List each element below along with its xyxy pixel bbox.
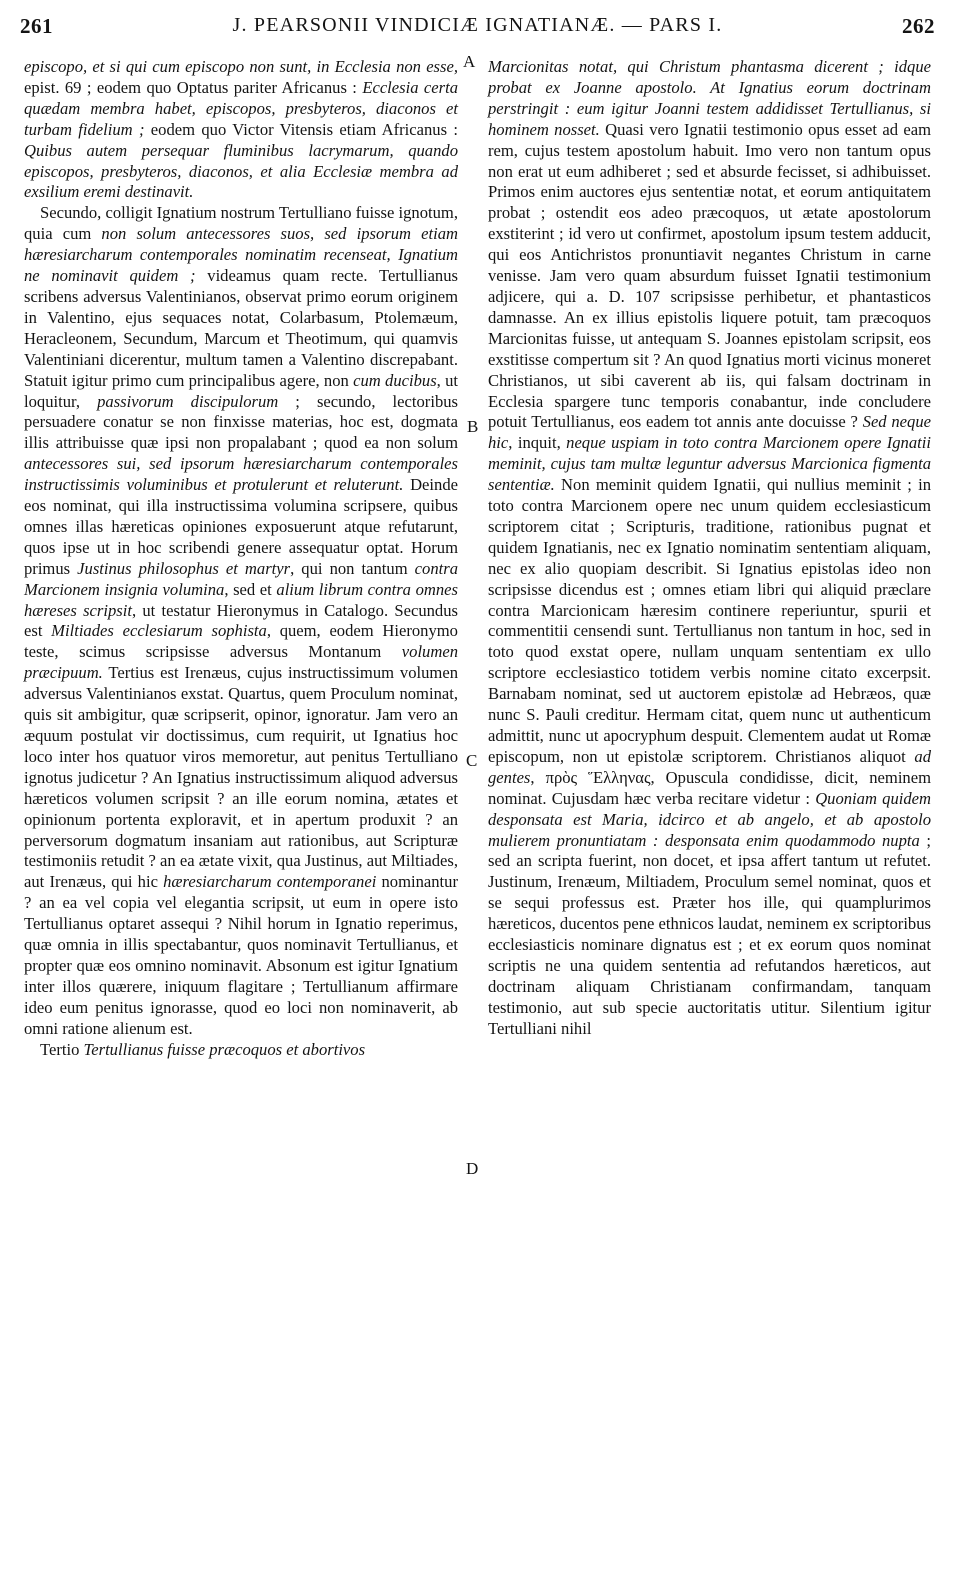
text-run: epist. 69 ; eodem quo Optatus pariter Africanus : <box>24 77 363 97</box>
italic-text: ad gentes <box>488 746 931 787</box>
italic-text: Quoniam quidem desponsata est Maria, idcirco et ab angelo, et ab apostolo mulierem pronuntiatam : desponsata enim quodammodo nupta <box>488 788 932 850</box>
text-run: Secundo, colligit Ignatium nostrum Tertulliano fuisse ignotum, quia cum <box>24 203 458 244</box>
page-number-left: 261 <box>20 14 53 38</box>
italic-text: Sed neque hic <box>488 412 931 453</box>
page-number-right: 262 <box>902 14 935 38</box>
italic-text: hæresiarcharum contemporanei <box>163 872 377 892</box>
margin-letter-a: A <box>463 52 476 71</box>
margin-letter-b: B <box>467 417 479 436</box>
text-run: , sed et <box>224 579 277 599</box>
text-run: nominantur ? an ea vel copia vel elegantia scripsit, ut eum in opere isto Tertullianus optaret assequi ? Nihil horum in Ignatio reperimus, quæ omnia in illis spectabantur, quos nominavit Tertullianus, et propter quæ eos omnino nominavit. Absonum est igitur Ignatium inter illos quærere, iniquum flagitare ; Tertullianum affirmare ideo eum penitus ignorasse, quod eo loci non nominaverit, ab omni ratione alienum est. <box>24 872 458 1038</box>
left-column <box>24 57 458 1061</box>
italic-text: Marcionitas notat, qui Christum phantasma dicerent ; idque probat ex Joanne apostolo. At Ignatius eorum doctrinam perstringit : eum igitur Joanni testem addidisset Tertullianus, si hominem nosset. <box>488 57 931 139</box>
running-title: J. PEARSONII VINDICIÆ IGNATIANÆ. — PARS I. <box>232 14 723 36</box>
text-run: ; sed an scripta fuerint, non docet, et ipsa affert tantum ut refutet. Justinum, Irenæum, Miltiadem, Proculum semel nominat, quos et se sequi professus est. Præter hos ille, qui quamplurimos hæreticos, ducentos pene ethnicos laudat, neminem ex scriptoribus ecclesiasticis nominare dignatus est ; et ex eorum quos nominat scriptis ne una quidem sententia ad refutandos hæreticos, aut doctrinam aliquam Christianam confirmandam, tanquam testimonio, aut sub specie auctoritatis utitur. Silentium igitur Tertulliani nihil <box>488 830 931 1038</box>
italic-text: non solum antecessores suos, sed ipsorum etiam hæresiarcharum contemporales nominatim recenseat, Ignatium ne nominavit quidem ; <box>24 224 458 286</box>
text-run: , ut testatur Hieronymus in Catalogo. Secundus est <box>24 600 458 641</box>
italic-text: contra Marcionem insignia volumina <box>24 558 458 599</box>
text-run: Quasi vero Ignatii testimonio opus esset ad eam rem, cujus testem apostolum habuit. Imo vero non tantum opus non erat ut eum adhiberet ; sed et absurde fecisset, si adhibuisset. Primos enim auctores ejus sententiæ notat, et eorum antiquitatem probat ; ostendit eos adeo præcoquos, ut ætate apostolorum exstiterint ; id vero ut confirmet, apostolum ipsum testem adducit, qui eos Antichristos pronuntiavit negantes Christum in carne venisse. Jam vero quam absurdum fuisset Ignatii testimonium adjicere, qui a. D. 107 scripsisse perhibetur, et phantasticos damnasse. An ex illius epistolis liquere potuit, tam præcoquos Marcionitas fuisse, ut antequam S. Joannes epistolam scripsit, eos exstitisse compertum sit ? An quod Ignatius morti vicinus moneret Christianos, ut sibi caverent ab iis, qui falsam doctrinam in Ecclesia spargere tunc temporis conabantur, inde concludere potuit Tertullianus, eos eadem tot annis ante docuisse ? <box>488 119 931 432</box>
paragraph <box>24 203 458 1039</box>
italic-text: volumen præcipuum. <box>24 642 458 683</box>
text-run: Tertio <box>40 1039 84 1059</box>
italic-text: Ecclesia certa quædam membra habet, episcopos, presbyteros, diaconos et turbam fidelium ; <box>24 77 458 139</box>
italic-text: cum ducibus <box>353 370 437 390</box>
italic-text: Tertullianus fuisse præcoquos et abortivos <box>83 1039 366 1059</box>
margin-letter-c: C <box>466 751 478 770</box>
text-run: eodem quo Victor Vitensis etiam Africanus : <box>144 119 458 139</box>
text-run: , qui non tantum <box>290 558 415 578</box>
paragraph <box>488 57 931 1040</box>
italic-text: passivorum discipulorum <box>97 391 279 411</box>
italic-text: Miltiades ecclesiarum sophista <box>51 621 267 641</box>
italic-text: Quibus autem persequar fluminibus lacrymarum, quando episcopos, presbyteros, diaconos, et alia Ecclesiæ membra ad exsilium eremi destinavit. <box>24 140 458 202</box>
italic-text: episcopo, et si qui cum episcopo non sunt, in Ecclesia non esse, <box>24 57 458 76</box>
italic-text: alium librum contra omnes hæreses scripsit <box>24 579 458 620</box>
paragraph <box>24 57 458 203</box>
text-run: Deinde eos nominat, qui illa instructissima volumina scripsere, quibus omnes illas hæreticas opiniones exposuerunt atque refutarunt, quos ipse ut in hoc scribendi genere assequatur optat. Horum primus <box>24 475 458 578</box>
text-run: , quem, eodem Hieronymo teste, scimus scripsisse adversus Montanum <box>24 621 458 662</box>
paragraph <box>24 1040 458 1061</box>
italic-text: neque uspiam in toto contra Marcionem opere Ignatii meminit, cujus tam multæ leguntur adversus Marcionica figmenta sententiæ. <box>488 433 931 495</box>
text-run: Tertius est Irenæus, cujus instructissimum volumen adversus Valentinianos exstat. Quartus, quem Proculum nominat, quis sit ambigitur, quæ scripserit, opinor, ignoratur. Jam vero an æquum postulat vir doctissimus, cum requirit, ut Ignatius hoc loco inter hos quatuor viros memoretur, aut penitus Tertulliano ignotus judicetur ? An Ignatius instructissimum aliquod adversus hæreticos volumen scripsit ? an ille eorum nomina, ætates et opinionum portenta exploravit, et in apertum produxit ? an perversorum dogmatum insaniam aut rationibus, aut Scripturæ testimoniis retudit ? an ea ætate vixit, qua Justinus, aut Miltiades, aut Irenæus, qui hic <box>24 663 458 892</box>
text-run: , πρὸς Ἕλληνας, Opuscula condidisse, dicit, neminem nominat. Cujusdam hæc verba recitare videtur : <box>488 767 931 808</box>
page-header <box>20 14 935 44</box>
text-run: , inquit, <box>508 433 567 453</box>
italic-text: antecessores sui, sed ipsorum hæresiarcharum contemporales instructissimis voluminibus et protulerunt et reluterunt. <box>24 454 458 495</box>
text-run: , ut loquitur, <box>24 370 458 411</box>
text-run: ; secundo, lectoribus persuadere conatur se non finxisse materias, hoc est, dogmata illis attribuisse quæ ipsi non propalabant ; quod ea non solum <box>24 391 458 453</box>
italic-text: Justinus philosophus et martyr <box>77 558 291 578</box>
margin-letter-d: D <box>466 1159 479 1178</box>
right-column <box>488 57 931 1040</box>
text-run: videamus quam recte. Tertullianus scribens adversus Valentinianos, observat primo eorum originem in Valentino, ejus sequaces notat, Colarbasum, Ptolemæum, Heracleonem, Secundum, Marcum et Theotimum, qui quamvis Valentiniani dicerentur, multum tamen a Valentino discrepabant. Statuit igitur primo cum principalibus agere, non <box>24 266 458 390</box>
text-run: Non meminit quidem Ignatii, qui nullius meminit ; in toto contra Marcionem opere nec unum quidem ecclesiasticum scriptorem citat ; Scripturis, traditione, rationibus pugnat et quidem Ignatianis, nec ex Ignatio nominatim sententiam aliquam, nec ex alio quopiam describit. Si Ignatius epistolas ideo non scripsisse dicendus est ; omnes etiam libri qui aliquid præclare contra Marcionicam hæresim continere reperiuntur, spurii et commentitii censendi sunt. Tertullianus non tantum in hoc, sed in toto quod exstat opere, nullam unquam sententiam ex ullo scriptore ecclesiastico totidem verbis nomine citato excerpsit. Barnabam nominat, sed ut auctorem epistolæ ad Hebræos, quæ nunc S. Pauli creditur. Hermam citat, quem nunc ut authenticum admittit, nunc ut apocryphum despuit. Clementem audat ut Romæ episcopum, non ut epistolæ scriptorem. Christianos aliquot <box>488 475 931 766</box>
